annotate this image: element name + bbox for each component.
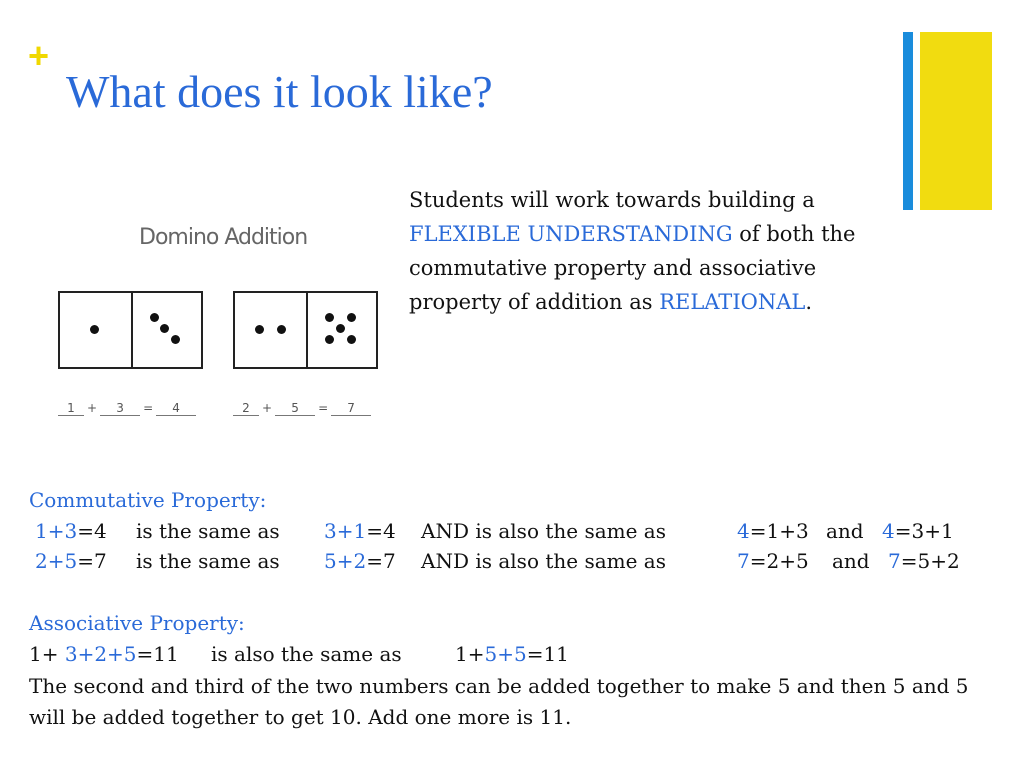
expression-highlight: 5+2 — [324, 549, 367, 573]
relational-highlight: RELATIONAL — [659, 290, 806, 314]
domino-addition-figure — [50, 215, 390, 430]
equation-addend: 2 — [233, 401, 259, 416]
expression-highlight: 4 — [882, 519, 895, 543]
connector-text: AND is also the same as — [421, 519, 666, 543]
domino-2-left-half — [235, 293, 305, 367]
expression-highlight: 3+1 — [324, 519, 367, 543]
expression-text: 1+ — [29, 642, 65, 666]
domino-pip — [277, 325, 286, 334]
expression-text: =2+5 — [749, 549, 809, 573]
equation-sum: 4 — [156, 401, 196, 416]
expression-text: =4 — [366, 519, 396, 543]
expression-highlight: 7 — [888, 549, 901, 573]
expression-highlight: 1+3 — [35, 519, 78, 543]
expression-highlight: 7 — [737, 549, 750, 573]
domino-pip — [90, 325, 99, 334]
domino-1 — [58, 291, 203, 369]
expression-text: =3+1 — [894, 519, 954, 543]
domino-2 — [233, 291, 378, 369]
intro-text: of both the commutative property and associative property of addition as — [409, 222, 856, 314]
domino-1-equation — [58, 401, 196, 416]
commutative-heading: Commutative Property: — [29, 488, 267, 512]
associative-row — [0, 640, 1024, 668]
domino-2-equation — [233, 401, 371, 416]
expression-highlight: 3+2+5 — [64, 642, 137, 666]
connector-text: and — [826, 519, 864, 543]
decorative-blue-bar — [903, 32, 913, 210]
expression-text: =5+2 — [900, 549, 960, 573]
expression-highlight: 5+5 — [484, 642, 527, 666]
associative-heading: Associative Property: — [29, 611, 245, 635]
domino-pip — [160, 324, 169, 333]
connector-text: AND is also the same as — [421, 549, 666, 573]
domino-pip — [325, 313, 334, 322]
intro-text: . — [805, 290, 812, 314]
domino-1-right-half — [131, 293, 203, 367]
equals-sign: = — [318, 401, 329, 415]
expression-highlight: 4 — [737, 519, 750, 543]
associative-explanation: The second and third of the two numbers can be added together to make 5 and then 5 and 5 will be added together to get 10. Add one more is 11. — [29, 674, 969, 729]
domino-pip — [325, 335, 334, 344]
domino-pip — [255, 325, 264, 334]
commutative-row-2 — [0, 547, 1024, 575]
figure-caption: Domino Addition — [139, 225, 308, 250]
commutative-row-1 — [0, 517, 1024, 545]
intro-text: Students will work towards building a — [409, 188, 815, 212]
expression-text: 1+ — [455, 642, 485, 666]
equals-sign: = — [143, 401, 154, 415]
equation-sum: 7 — [331, 401, 371, 416]
domino-pip — [347, 313, 356, 322]
intro-paragraph — [409, 183, 904, 319]
domino-pip — [347, 335, 356, 344]
plus-sign: + — [262, 401, 273, 415]
plus-bullet-icon: + — [28, 35, 50, 76]
connector-text: is the same as — [136, 519, 280, 543]
domino-pip — [150, 313, 159, 322]
plus-sign: + — [87, 401, 98, 415]
equation-addend: 5 — [275, 401, 315, 416]
decorative-yellow-block — [920, 32, 992, 210]
expression-text: =4 — [77, 519, 107, 543]
domino-1-left-half — [60, 293, 130, 367]
expression-highlight: 2+5 — [35, 549, 78, 573]
expression-text: =7 — [366, 549, 396, 573]
expression-text: =7 — [77, 549, 107, 573]
connector-text: and — [832, 549, 870, 573]
domino-pip — [171, 335, 180, 344]
flexible-understanding-highlight: FLEXIBLE UNDERSTANDING — [409, 222, 733, 246]
equation-addend: 3 — [100, 401, 140, 416]
domino-2-right-half — [306, 293, 378, 367]
domino-pip — [336, 324, 345, 333]
equation-addend: 1 — [58, 401, 84, 416]
slide-title: What does it look like? — [66, 66, 493, 117]
connector-text: is also the same as — [211, 642, 402, 666]
expression-text: =11 — [136, 642, 179, 666]
expression-text: =1+3 — [749, 519, 809, 543]
connector-text: is the same as — [136, 549, 280, 573]
expression-text: =11 — [526, 642, 569, 666]
